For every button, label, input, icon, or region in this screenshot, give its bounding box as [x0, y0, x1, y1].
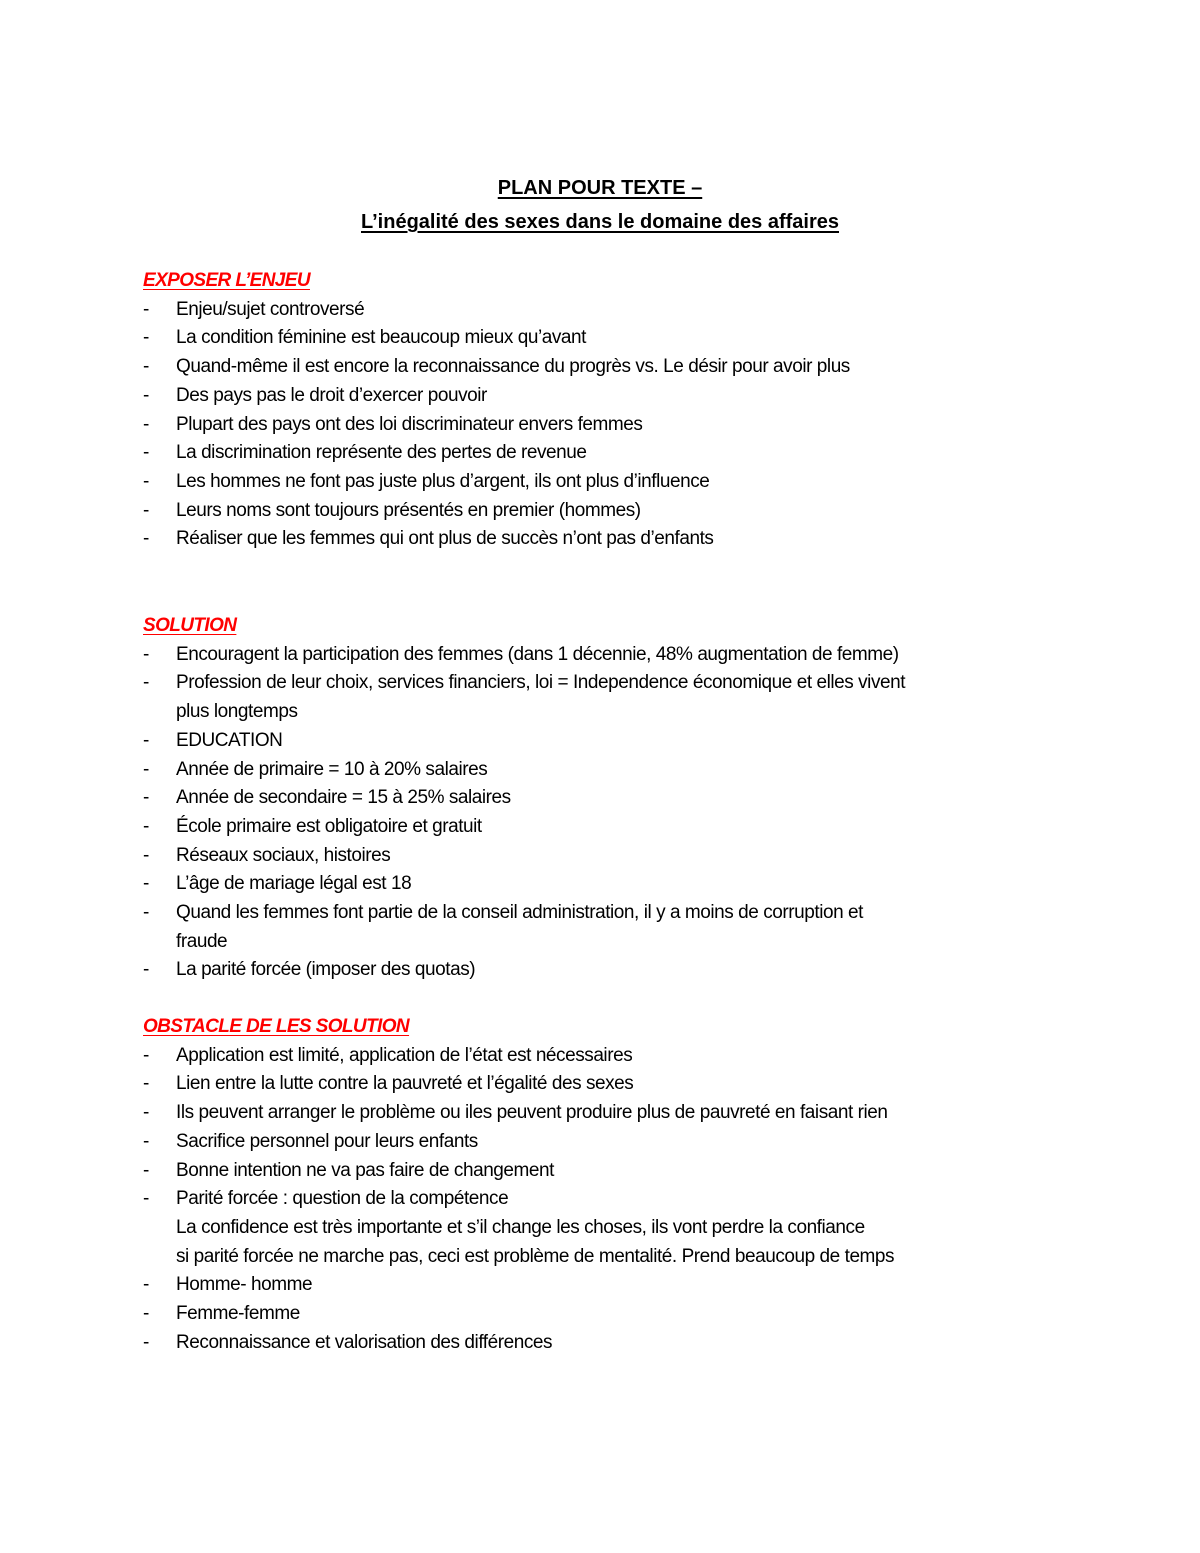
obstacle-list [143, 1042, 1063, 1214]
dash-marker: - [143, 1159, 149, 1181]
dash-marker: - [143, 1044, 149, 1066]
list-item: - Quand les femmes font partie de la conseil administration, il y a moins de corruption et fraude [143, 899, 1063, 956]
solution-list [143, 641, 1063, 985]
list-item: - L’âge de mariage légal est 18 [143, 870, 1063, 899]
dash-marker: - [143, 729, 149, 751]
dash-marker: - [143, 1188, 149, 1210]
dash-marker: - [143, 499, 149, 521]
list-item: - École primaire est obligatoire et gratuit [143, 813, 1063, 842]
enjeu-list [143, 296, 1063, 554]
dash-marker: - [143, 470, 149, 492]
dash-marker: - [143, 356, 149, 378]
list-item: - Ils peuvent arranger le problème ou iles peuvent produire plus de pauvreté en faisant rien [143, 1099, 1063, 1128]
list-item: - Bonne intention ne va pas faire de changement [143, 1157, 1063, 1186]
list-item: - Réaliser que les femmes qui ont plus de succès n’ont pas d’enfants [143, 525, 1063, 554]
dash-marker: - [143, 1274, 149, 1296]
section-heading-obstacle: OBSTACLE DE LES SOLUTION [143, 1016, 410, 1037]
list-item: - La discrimination représente des pertes de revenue [143, 439, 1063, 468]
dash-marker: - [143, 758, 149, 780]
section-heading-solution: SOLUTION [143, 615, 237, 636]
dash-marker: - [143, 959, 149, 981]
dash-marker: - [143, 442, 149, 464]
list-item: - Des pays pas le droit d’exercer pouvoir [143, 382, 1063, 411]
dash-marker: - [143, 815, 149, 837]
section-heading-enjeu: EXPOSER L’ENJEU [143, 270, 310, 291]
dash-marker: - [143, 1303, 149, 1325]
list-item: - Femme-femme [143, 1300, 1063, 1329]
list-item: - Application est limité, application de l’état est nécessaires [143, 1042, 1063, 1071]
list-item: - Les hommes ne font pas juste plus d’argent, ils ont plus d’influence [143, 468, 1063, 497]
document-subtitle: L’inégalité des sexes dans le domaine des affaires [361, 211, 839, 233]
list-item: - Profession de leur choix, services financiers, loi = Independence économique et elles vivent plus longtemps [143, 669, 1063, 726]
section-solution [143, 612, 1063, 985]
list-item: - Année de secondaire = 15 à 25% salaires [143, 784, 1063, 813]
list-item: - Homme- homme [143, 1271, 1063, 1300]
dash-marker: - [143, 643, 149, 665]
dash-marker: - [143, 384, 149, 406]
list-item: - Quand-même il est encore la reconnaissance du progrès vs. Le désir pour avoir plus [143, 353, 1063, 382]
document-title: PLAN POUR TEXTE – [497, 177, 703, 199]
continuation-line: si parité forcée ne marche pas, ceci est problème de mentalité. Prend beaucoup de temps [176, 1245, 895, 1267]
dash-marker: - [143, 1102, 149, 1124]
dash-marker: - [143, 1073, 149, 1095]
dash-marker: - [143, 298, 149, 320]
list-item: - Lien entre la lutte contre la pauvreté et l’égalité des sexes [143, 1070, 1063, 1099]
list-item: - Parité forcée : question de la compétence [143, 1185, 1063, 1214]
section-enjeu [143, 267, 1063, 554]
dash-marker: - [143, 1130, 149, 1152]
section-obstacle [143, 1013, 1063, 1357]
obstacle-list-continued [143, 1271, 1063, 1357]
list-item: - Plupart des pays ont des loi discriminateur envers femmes [143, 411, 1063, 440]
dash-marker: - [143, 327, 149, 349]
dash-marker: - [143, 787, 149, 809]
dash-marker: - [143, 672, 149, 694]
list-item: - La condition féminine est beaucoup mieux qu’avant [143, 324, 1063, 353]
dash-marker: - [143, 844, 149, 866]
list-item: - La parité forcée (imposer des quotas) [143, 956, 1063, 985]
list-item: - Réseaux sociaux, histoires [143, 842, 1063, 871]
dash-marker: - [143, 1331, 149, 1353]
continuation-line: La confidence est très importante et s’il change les choses, ils vont perdre la confiance [176, 1216, 865, 1238]
list-item: - Leurs noms sont toujours présentés en premier (hommes) [143, 497, 1063, 526]
list-item: - EDUCATION [143, 727, 1063, 756]
list-item: - Année de primaire = 10 à 20% salaires [143, 756, 1063, 785]
list-item: - Enjeu/sujet controversé [143, 296, 1063, 325]
dash-marker: - [143, 873, 149, 895]
list-item: - Sacrifice personnel pour leurs enfants [143, 1128, 1063, 1157]
list-item: - Encouragent la participation des femmes (dans 1 décennie, 48% augmentation de femme) [143, 641, 1063, 670]
list-item: - Reconnaissance et valorisation des différences [143, 1329, 1063, 1358]
dash-marker: - [143, 528, 149, 550]
dash-marker: - [143, 902, 149, 924]
dash-marker: - [143, 413, 149, 435]
